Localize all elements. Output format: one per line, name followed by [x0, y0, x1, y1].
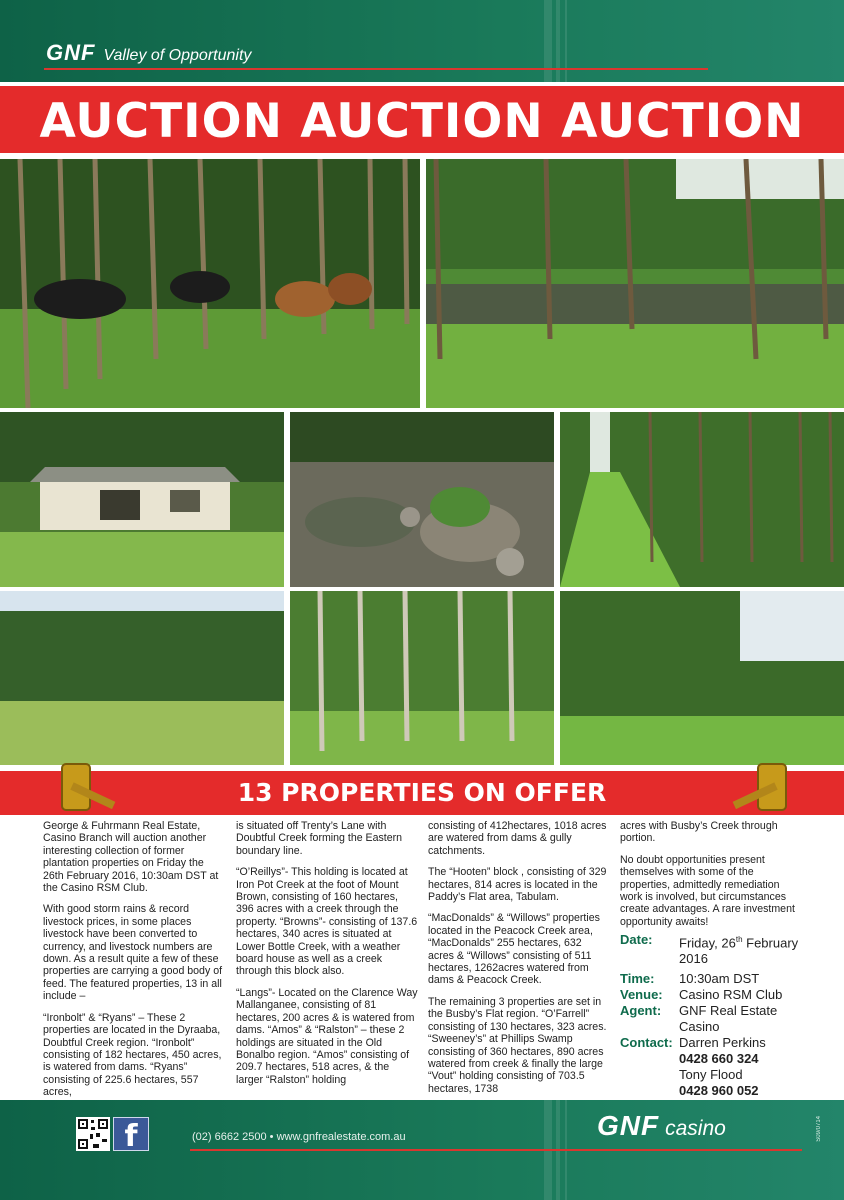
contact-phone: 0428 660 324 — [679, 1051, 759, 1067]
photo-dam-trees — [426, 159, 844, 408]
detail-agent: Agent: GNF Real Estate Casino — [620, 1003, 778, 1035]
text-column-3 — [428, 820, 610, 1104]
footer-divider — [190, 1149, 802, 1151]
paragraph: With good storm rains & record livestock prices, in some places livestock have been converted to currency, and livestock numbers are down. As a result quite a few of these properties are carrying a good body of feed. The featured properties, 13 in all include – — [43, 903, 223, 1003]
paragraph: The “Hooten” block , consisting of 329 hectares, 814 acres is located in the Paddy’s Flat area, Tabulam. — [428, 866, 607, 904]
paragraph: acres with Busby’s Creek through portion. — [620, 820, 778, 845]
photo-hillside — [0, 591, 284, 765]
offer-banner: 13 PROPERTIES ON OFFER — [0, 771, 844, 815]
paragraph: is situated off Trenty’s Lane with Doubtful Creek forming the Eastern boundary line. — [236, 820, 403, 857]
header-brand — [46, 40, 251, 66]
footer-brand — [597, 1110, 726, 1142]
paragraph: “Ironbolt” & “Ryans” – These 2 properties are located in the Dyraaba, Doubtful Creek region. “Ironbolt” consisting of 182 hectares, 450 acres, is watered from dams. “Ryans” consisting of 225.6 hectares, 557 acres, — [43, 1011, 222, 1099]
photo-paddock — [560, 591, 844, 765]
paragraph: “O’Reillys”- This holding is located at Iron Pot Creek at the foot of Mount Brown, consisting of 160 hectares, 396 acres with a creek through the property. “Browns”- consisting of 137.6 hectares, 340 acres is situated at Lower Bottle Creek, with a weather board house as well as a creek through this block also. — [236, 866, 418, 978]
gavel-icon — [726, 760, 798, 820]
photo-forest-floor — [290, 591, 554, 765]
header-divider — [44, 68, 708, 70]
detail-venue: Venue: Casino RSM Club — [620, 987, 783, 1003]
detail-date: Date: Friday, 26th February 2016 — [620, 932, 799, 967]
paragraph: “MacDonalds” & “Willows” properties located in the Peacock Creek area, “MacDonalds” 255 hectares, 632 acres & “Willows” consisting of 511 hectares, 1262acres watered from dams & Peacock Creek. — [428, 912, 600, 987]
paragraph: No doubt opportunities present themselves with some of the properties, admittedly remediation work is involved, but circumstances create advantages. A rare investment opportunity awaits! — [620, 853, 795, 928]
paragraph: The remaining 3 properties are set in the Busby’s Flat region. “O’Farrell” consisting of 130 hectares, 323 acres. “Sweeney’s” at Phillips Swamp consisting of 360 hectares, 890 acres watered from creek & finally the large “Vout” holding consisting of 703.5 hectares, 1738 — [428, 995, 607, 1095]
detail-time: Time: 10:30am DST — [620, 971, 760, 987]
footer-contact: (02) 6662 2500 • www.gnfrealestate.com.au — [192, 1131, 406, 1143]
photo-cattle-forest — [0, 159, 420, 408]
paragraph: “Langs”- Located on the Clarence Way Mallanganee, consisting of 81 hectares, 200 acres & is watered from dams. “Amos” & “Ralston” – these 2 holdings are situated in the Old Bonalbo region. “Amos” consisting of 209.7 hectares, 518 acres, & the larger “Ralston” holding — [236, 986, 418, 1086]
auction-banner: AUCTION AUCTION AUCTION — [0, 84, 844, 155]
photo-grass-row — [560, 412, 844, 587]
print-code: S09/0714 — [816, 1116, 822, 1142]
facebook-icon[interactable]: f — [113, 1117, 149, 1151]
brand-logo: GNF — [46, 40, 96, 65]
qr-code-icon[interactable] — [76, 1117, 110, 1151]
gavel-icon — [50, 760, 122, 820]
paragraph: consisting of 412hectares, 1018 acres are watered from dams & gully catchments. — [428, 820, 607, 857]
text-column-4 — [620, 820, 802, 937]
text-column-2 — [236, 820, 418, 1095]
footer-tagline: casino — [665, 1117, 726, 1140]
text-column-1 — [43, 820, 225, 1108]
auction-details — [620, 932, 820, 1099]
contact-phone: 0428 960 052 — [679, 1083, 759, 1099]
photo-farmhouse — [0, 412, 284, 587]
brand-tagline: Valley of Opportunity — [103, 47, 252, 64]
paragraph: George & Fuhrmann Real Estate, Casino Branch will auction another interesting collection of former plantation properties on Friday the 26th February 2016, 10:30am DST at the Casino RSM Club. — [43, 820, 219, 895]
photo-creek-bed — [290, 412, 554, 587]
detail-contact: Contact: Darren Perkins 0428 660 324 Tony Flood 0428 960 052 — [620, 1035, 766, 1099]
footer-logo: GNF — [597, 1110, 660, 1141]
